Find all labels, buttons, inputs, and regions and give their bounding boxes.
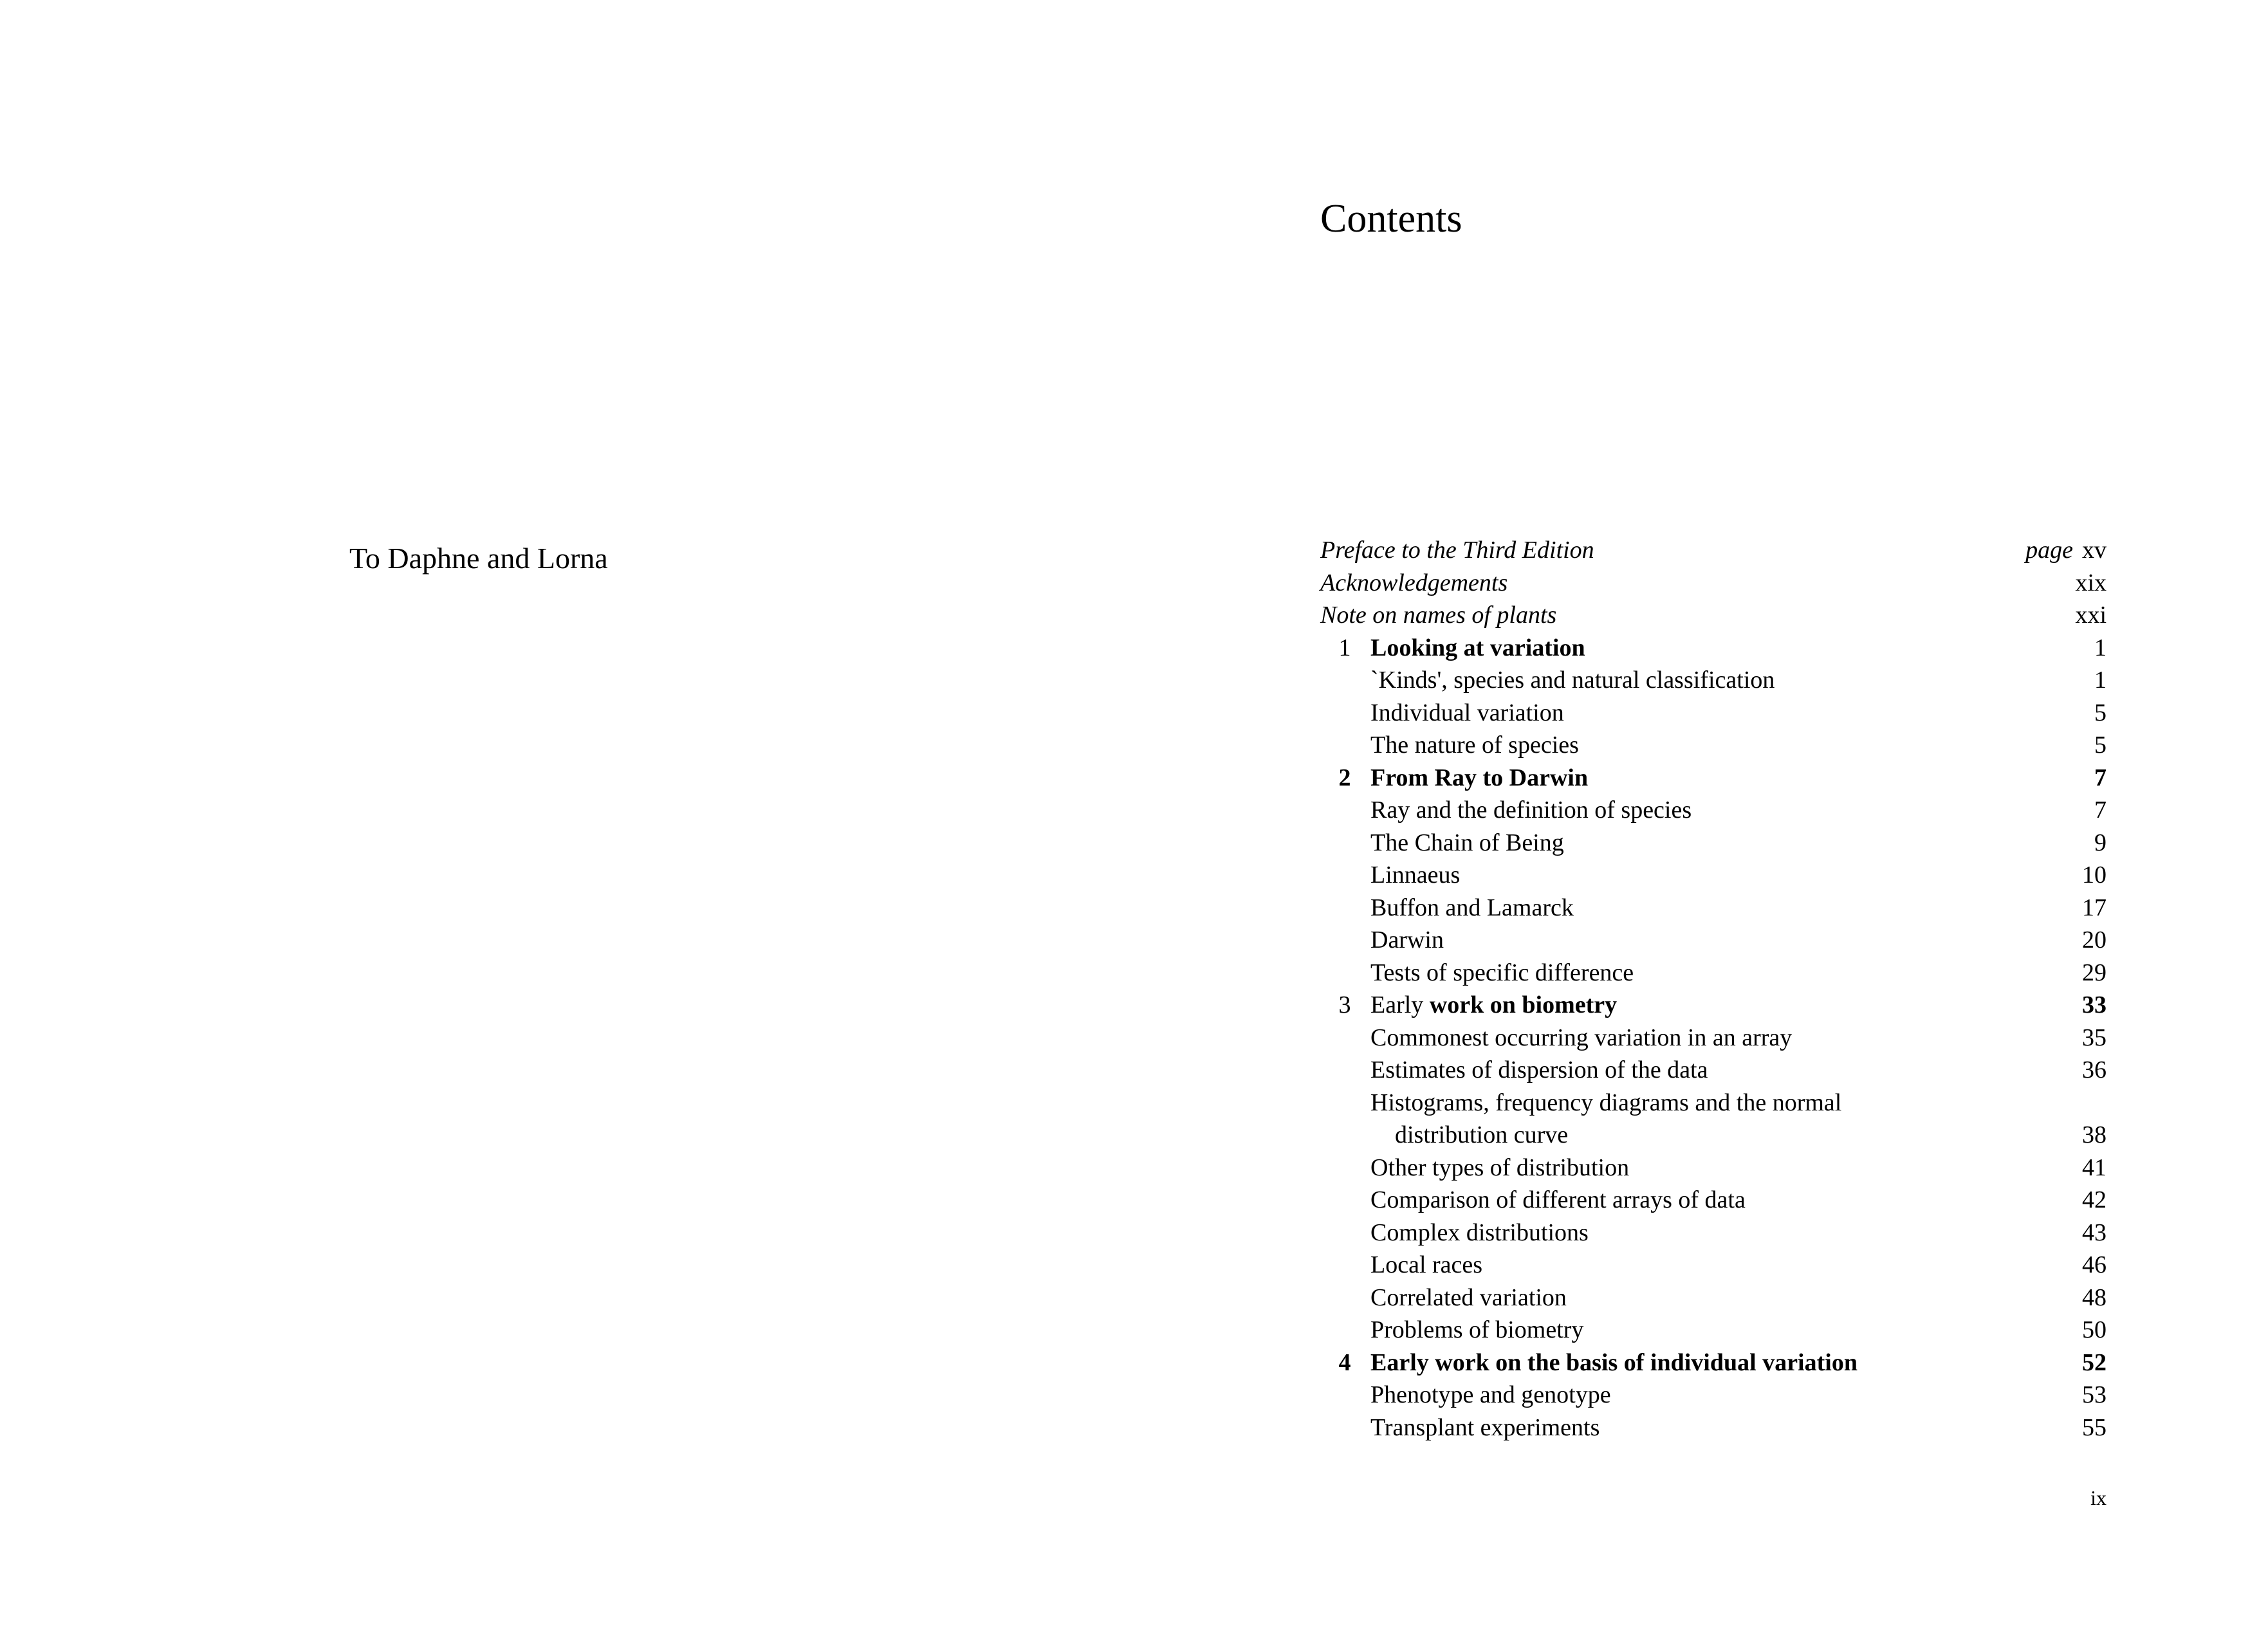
toc-entry-page: 42 (2082, 1186, 2107, 1213)
chapter-number: 2 (1338, 764, 1351, 791)
toc-entry-title: Note on names of plants (1320, 602, 1557, 629)
table-of-contents (1320, 534, 2107, 1444)
toc-entry-page: 10 (2082, 861, 2107, 888)
toc-entry-page: 1 (2094, 634, 2107, 661)
section-title: Linnaeus (1370, 861, 1461, 888)
section-title: Correlated variation (1370, 1284, 1567, 1311)
page-number: ix (2090, 1486, 2107, 1509)
toc-entry-acknowledgements[interactable] (1320, 567, 2107, 600)
section-title: Local races (1370, 1251, 1483, 1278)
toc-section[interactable] (1320, 1314, 2107, 1347)
toc-entry-page: 35 (2082, 1024, 2107, 1051)
section-title: The Chain of Being (1370, 829, 1564, 856)
toc-entry-page: 38 (2082, 1121, 2107, 1148)
toc-section[interactable] (1320, 664, 2107, 697)
toc-entry-page: 20 (2082, 926, 2107, 953)
section-title: Commonest occurring variation in an array (1370, 1024, 1793, 1051)
toc-entry-page: page xv (2025, 537, 2107, 564)
toc-entry-page: 36 (2082, 1056, 2107, 1083)
toc-section[interactable] (1320, 892, 2107, 925)
toc-chapter-1[interactable] (1320, 632, 2107, 665)
section-title: Complex distributions (1370, 1219, 1589, 1246)
chapter-number: 1 (1338, 634, 1351, 661)
toc-section[interactable] (1320, 957, 2107, 989)
toc-section[interactable] (1320, 1152, 2107, 1184)
toc-entry-page: 5 (2094, 699, 2107, 726)
toc-section[interactable] (1320, 697, 2107, 730)
toc-section[interactable] (1320, 859, 2107, 892)
toc-section[interactable] (1320, 1087, 2107, 1152)
toc-entry-page: 1 (2094, 667, 2107, 694)
toc-entry-page: 7 (2094, 764, 2107, 791)
toc-entry-page: 41 (2082, 1154, 2107, 1181)
toc-entry-page: 50 (2082, 1316, 2107, 1343)
section-title: Darwin (1370, 926, 1444, 953)
section-title: Other types of distribution (1370, 1154, 1630, 1181)
section-title: Comparison of different arrays of data (1370, 1186, 1746, 1213)
toc-section[interactable] (1320, 827, 2107, 860)
chapter-title: From Ray to Darwin (1370, 764, 1589, 791)
toc-entry-page: 9 (2094, 829, 2107, 856)
toc-entry-note-on-names[interactable] (1320, 599, 2107, 632)
section-title: Estimates of dispersion of the data (1370, 1056, 1708, 1083)
toc-entry-page: 48 (2082, 1284, 2107, 1311)
dedication: To Daphne and Lorna (349, 542, 608, 575)
toc-entry-preface[interactable] (1320, 534, 2107, 567)
toc-chapter-3[interactable] (1320, 989, 2107, 1022)
toc-entry-page: 5 (2094, 732, 2107, 759)
page-label: page (2025, 537, 2073, 564)
section-title: The nature of species (1370, 732, 1579, 759)
chapter-number: 3 (1338, 991, 1351, 1018)
chapter-number: 4 (1338, 1348, 1351, 1376)
toc-section[interactable] (1320, 729, 2107, 762)
toc-entry-page: 55 (2082, 1413, 2107, 1441)
section-title: Histograms, frequency diagrams and the normal distribution curve (1370, 1089, 1842, 1148)
toc-entry-page: 46 (2082, 1251, 2107, 1278)
toc-chapter-4[interactable] (1320, 1347, 2107, 1379)
chapter-title: Early work on biometry (1370, 991, 1618, 1018)
toc-entry-page: 17 (2082, 894, 2107, 921)
toc-entry-page: 53 (2082, 1381, 2107, 1408)
toc-section[interactable] (1320, 1282, 2107, 1314)
toc-entry-page: 43 (2082, 1219, 2107, 1246)
toc-entry-title: Acknowledgements (1320, 569, 1508, 596)
toc-section[interactable] (1320, 1412, 2107, 1444)
section-title: Problems of biometry (1370, 1316, 1584, 1343)
toc-section[interactable] (1320, 1249, 2107, 1282)
toc-entry-page: xxi (2075, 602, 2107, 629)
section-title: Ray and the definition of species (1370, 796, 1692, 824)
section-title: Tests of specific difference (1370, 959, 1634, 986)
toc-chapter-2[interactable] (1320, 762, 2107, 795)
toc-section[interactable] (1320, 1054, 2107, 1087)
toc-entry-title: Preface to the Third Edition (1320, 537, 1594, 564)
chapter-title: Early work on the basis of individual variation (1370, 1348, 1858, 1376)
toc-section[interactable] (1320, 1022, 2107, 1054)
toc-entry-page: 52 (2082, 1348, 2107, 1376)
section-title: Individual variation (1370, 699, 1564, 726)
toc-section[interactable] (1320, 1184, 2107, 1217)
section-title: Phenotype and genotype (1370, 1381, 1611, 1408)
toc-section[interactable] (1320, 1217, 2107, 1249)
toc-entry-page: xix (2075, 569, 2107, 596)
toc-section[interactable] (1320, 924, 2107, 957)
toc-section[interactable] (1320, 1379, 2107, 1412)
toc-entry-page: 29 (2082, 959, 2107, 986)
toc-section[interactable] (1320, 794, 2107, 827)
toc-entry-page: 33 (2082, 991, 2107, 1018)
section-title: Transplant experiments (1370, 1413, 1600, 1441)
section-title: `Kinds', species and natural classification (1370, 667, 1775, 694)
chapter-title: Looking at variation (1370, 634, 1585, 661)
section-title: Buffon and Lamarck (1370, 894, 1574, 921)
toc-entry-page: 7 (2094, 796, 2107, 824)
contents-title: Contents (1320, 197, 1462, 241)
